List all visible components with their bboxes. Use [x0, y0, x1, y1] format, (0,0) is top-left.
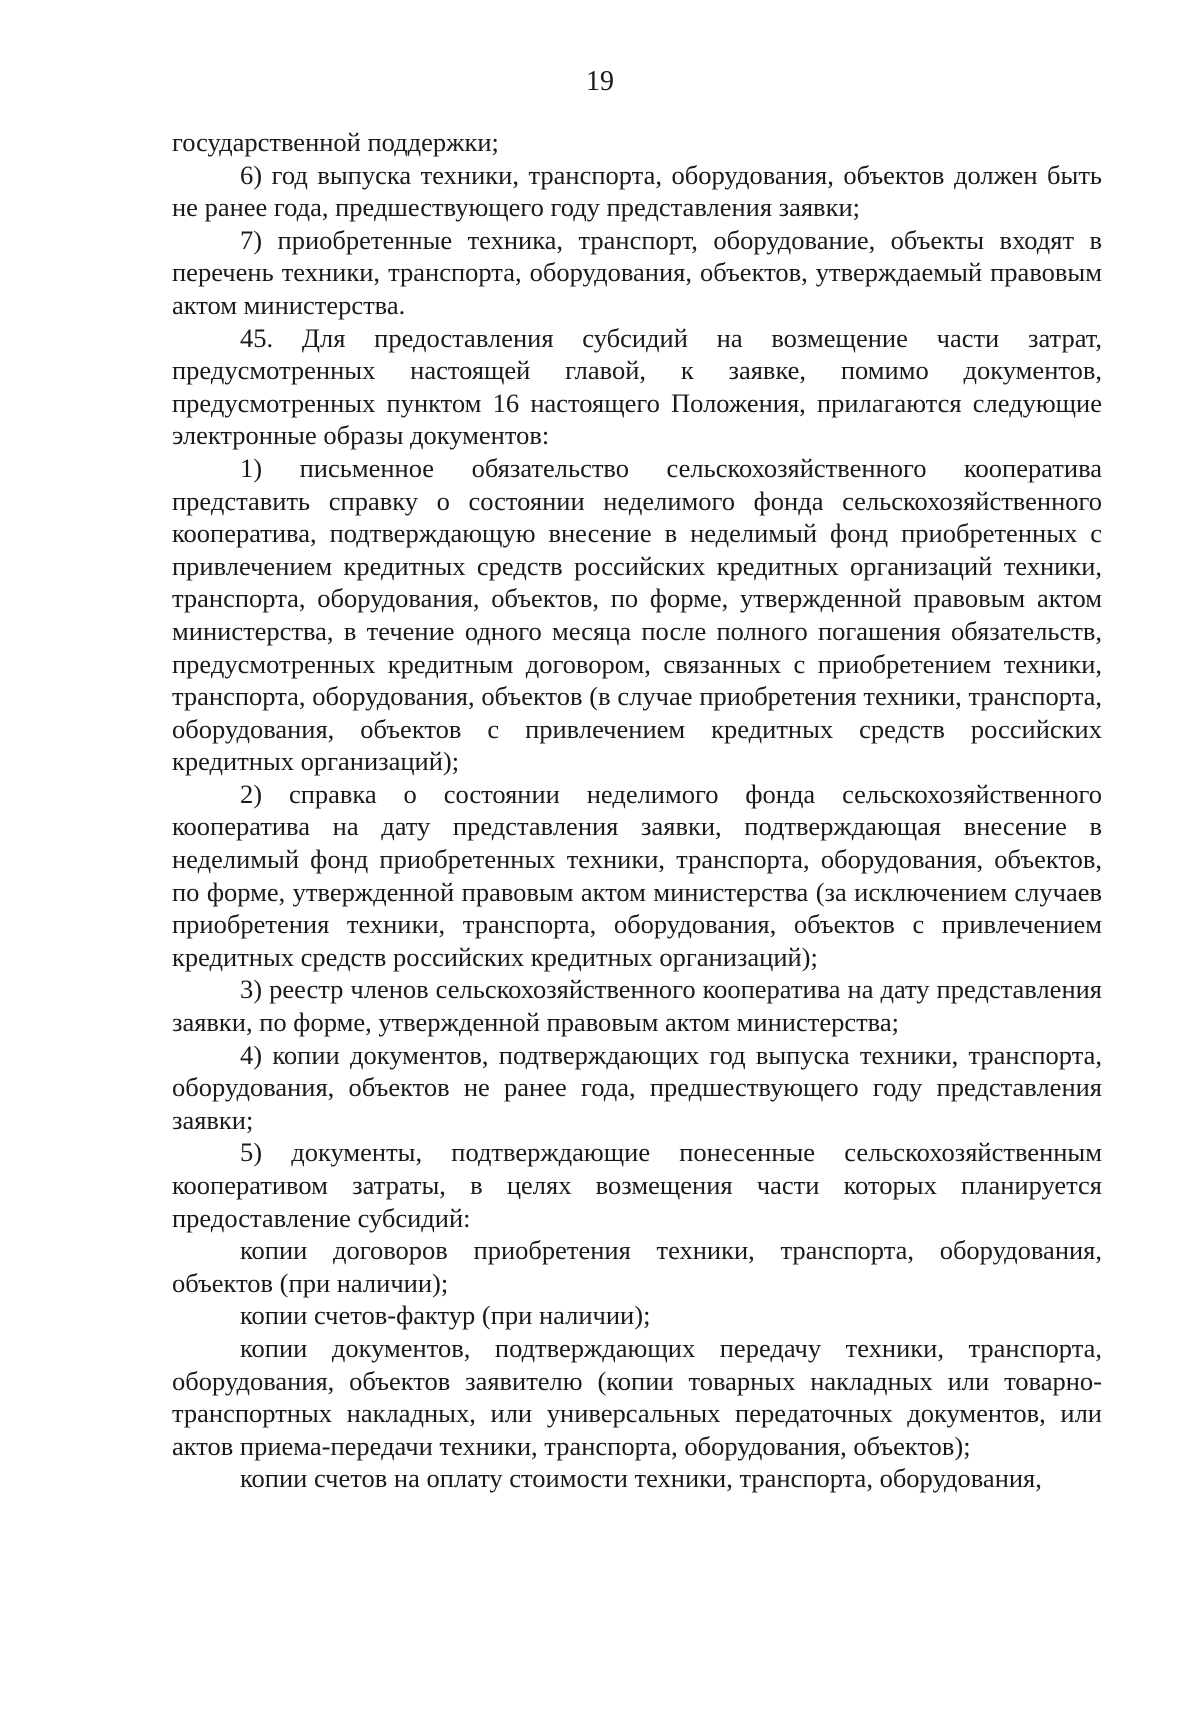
- paragraph: копии счетов-фактур (при наличии);: [240, 1300, 651, 1331]
- paragraph: 6) год выпуска техники, транспорта, оборудования, объектов должен быть не ранее года, предшествующего году представления заявки;: [172, 159, 1102, 223]
- paragraph: копии счетов на оплату стоимости техники, транспорта, оборудования,: [240, 1463, 1042, 1494]
- paragraph: 4) копии документов, подтверждающих год выпуска техники, транспорта, оборудования, объектов не ранее года, предшествующего году представления заявки;: [172, 1039, 1102, 1135]
- paragraph: копии договоров приобретения техники, транспорта, оборудования, объектов (при наличии);: [172, 1235, 1102, 1298]
- paragraph: копии документов, подтверждающих передачу техники, транспорта, оборудования, объектов заявителю (копии товарных накладных или товарно-транспортных накладных, или универсальных передаточных документов, или актов приема-передачи техники, транспорта, оборудования, объектов);: [172, 1332, 1102, 1461]
- paragraph: 7) приобретенные техника, транспорт, оборудование, объекты входят в перечень техники, транспорта, оборудования, объектов, утверждаемый правовым актом министерства.: [172, 224, 1102, 320]
- paragraph: 2) справка о состоянии неделимого фонда сельскохозяйственного кооператива на дату представления заявки, подтверждающая внесение в неделимый фонд приобретенных техники, транспорта, оборудования, объектов, по форме, утвержденной правовым актом министерства (за исключением случаев приобретения техники, транспорта, оборудования, объектов с привлечением кредитных средств российских кредитных организаций);: [172, 778, 1102, 972]
- paragraph: 1) письменное обязательство сельскохозяйственного кооператива представить справку о состоянии неделимого фонда сельскохозяйственного кооператива, подтверждающую внесение в неделимый фонд приобретенных с привлечением кредитных средств российских кредитных организаций техники, транспорта, оборудования, объектов, по форме, утвержденной правовым актом министерства, в течение одного месяца после полного погашения обязательств, предусмотренных кредитным договором, связанных с приобретением техники, транспорта, оборудования, объектов (в случае приобретения техники, транспорта, оборудования, объектов с привлечением кредитных средств российских кредитных организаций);: [172, 452, 1102, 777]
- page-number: 19: [586, 66, 614, 97]
- paragraph: 5) документы, подтверждающие понесенные сельскохозяйственным кооперативом затраты, в целях возмещения части которых планируется предоставление субсидий:: [172, 1137, 1102, 1233]
- paragraph: государственной поддержки;: [172, 127, 499, 157]
- paragraph: 3) реестр членов сельскохозяйственного кооператива на дату представления заявки, по форме, утвержденной правовым актом министерства;: [172, 974, 1102, 1038]
- paragraph: 45. Для предоставления субсидий на возмещение части затрат, предусмотренных настоящей главой, к заявке, помимо документов, предусмотренных пунктом 16 настоящего Положения, прилагаются следующие электронные образы документов:: [172, 322, 1102, 451]
- document-body: [172, 126, 1102, 1495]
